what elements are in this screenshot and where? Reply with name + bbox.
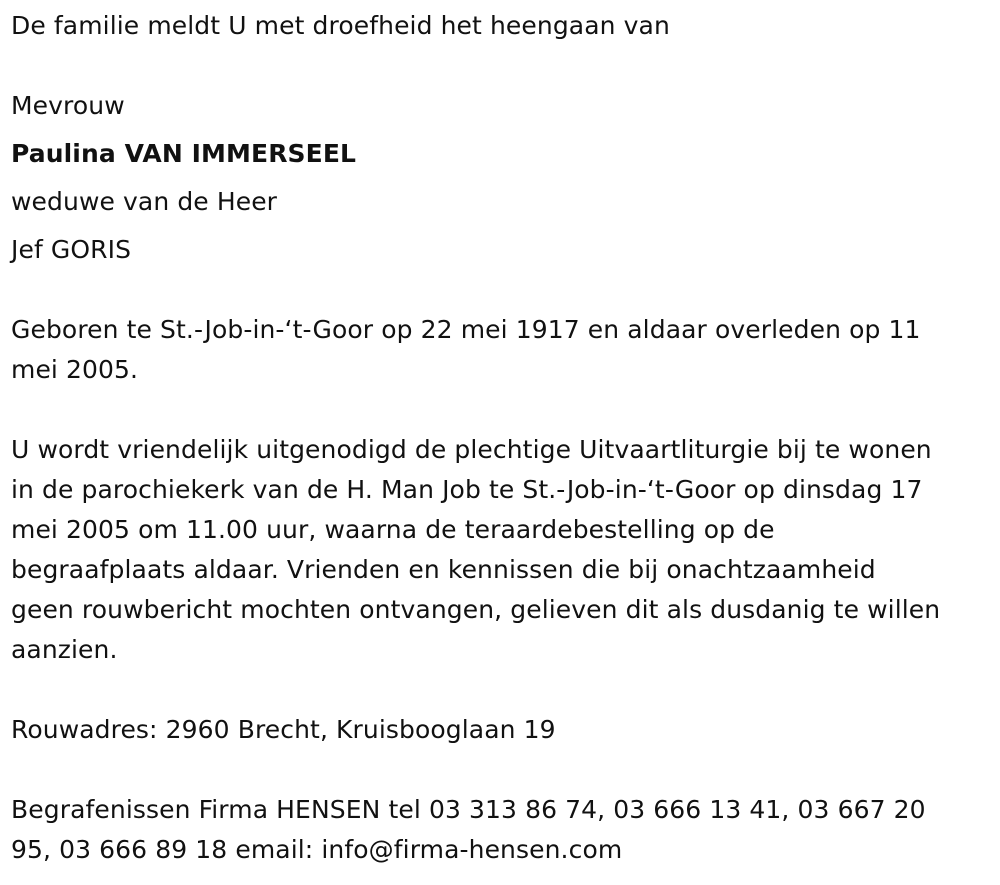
- mourning-address: Rouwadres: 2960 Brecht, Kruisbooglaan 19: [11, 715, 556, 744]
- birth-death-line-1: Geboren te St.-Job-in-‘t-Goor op 22 mei 1917 en aldaar overleden op 11: [11, 315, 921, 344]
- invitation-line-3: mei 2005 om 11.00 uur, waarna de teraardebestelling op de: [11, 515, 775, 544]
- funeral-home-line-1: Begrafenissen Firma HENSEN tel 03 313 86 74, 03 666 13 41, 03 667 20: [11, 795, 926, 824]
- invitation-line-6: aanzien.: [11, 635, 118, 664]
- invitation-line-2: in de parochiekerk van de H. Man Job te St.-Job-in-‘t-Goor op dinsdag 17: [11, 475, 923, 504]
- invitation-line-4: begraafplaats aldaar. Vrienden en kennissen die bij onachtzaamheid: [11, 555, 876, 584]
- honorific: Mevrouw: [11, 91, 125, 120]
- invitation-line-5: geen rouwbericht mochten ontvangen, gelieven dit als dusdanig te willen: [11, 595, 941, 624]
- invitation-line-1: U wordt vriendelijk uitgenodigd de plechtige Uitvaartliturgie bij te wonen: [11, 435, 932, 464]
- birth-death-line-2: mei 2005.: [11, 355, 139, 384]
- funeral-home-line-2: 95, 03 666 89 18 email: info@firma-hensen.com: [11, 835, 623, 864]
- widow-of-text: weduwe van de Heer: [11, 187, 278, 216]
- spouse-name: Jef GORIS: [11, 235, 132, 264]
- deceased-name: Paulina VAN IMMERSEEL: [11, 139, 357, 168]
- intro-text: De familie meldt U met droefheid het heengaan van: [11, 11, 670, 40]
